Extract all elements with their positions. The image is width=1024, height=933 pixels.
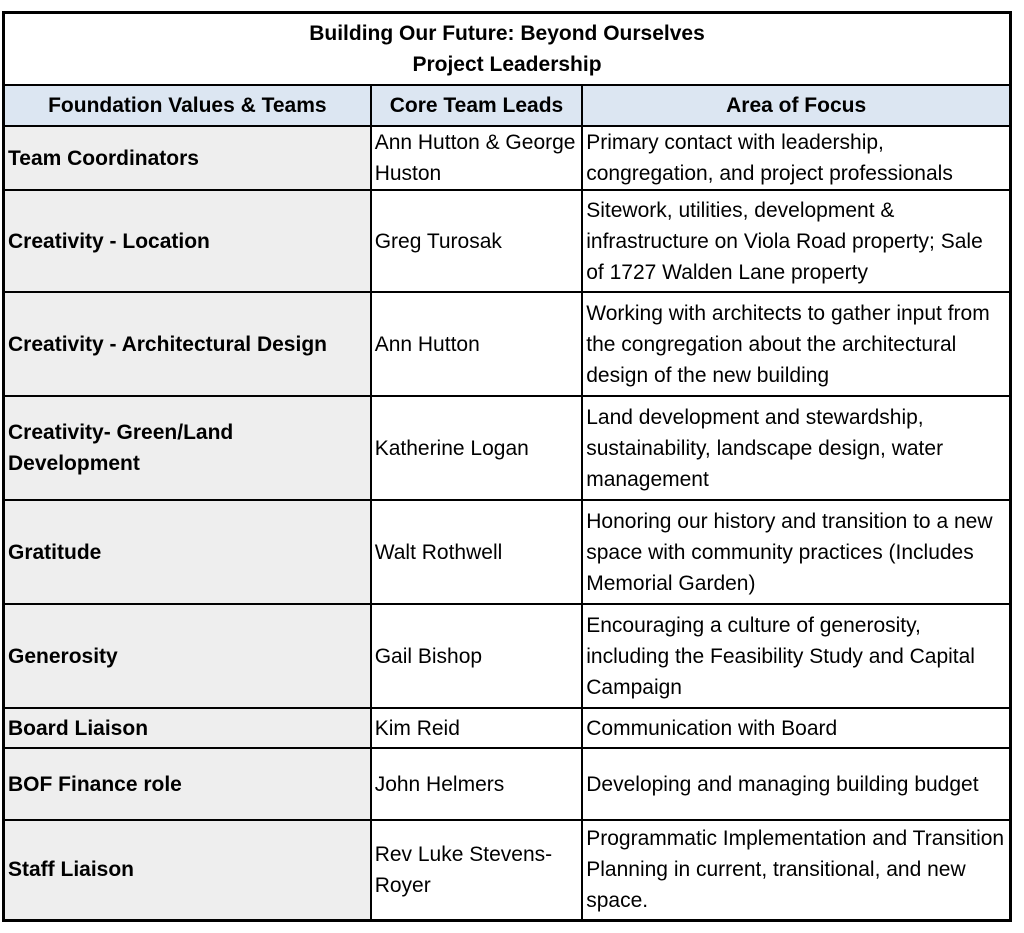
table-row (4, 292, 1011, 396)
focus-cell: Honoring our history and transition to a new space with community practices (Includes Memorial Garden) (582, 500, 1010, 604)
lead-cell: Ann Hutton & George Huston (371, 126, 583, 190)
title-row (4, 13, 1011, 86)
focus-cell: Programmatic Implementation and Transition Planning in current, transitional, and new space. (582, 820, 1010, 920)
lead-cell: Rev Luke Stevens-Royer (371, 820, 583, 920)
title-line-1: Building Our Future: Beyond Ourselves (309, 22, 705, 45)
lead-cell: Greg Turosak (371, 190, 583, 292)
table-row (4, 190, 1011, 292)
lead-cell: Ann Hutton (371, 292, 583, 396)
table-row (4, 396, 1011, 500)
focus-cell: Communication with Board (582, 708, 1010, 748)
lead-cell: John Helmers (371, 748, 583, 820)
lead-cell: Kim Reid (371, 708, 583, 748)
focus-cell: Primary contact with leadership, congregation, and project professionals (582, 126, 1010, 190)
team-cell: Creativity - Location (4, 190, 371, 292)
column-header-focus: Area of Focus (582, 85, 1010, 126)
table-row (4, 604, 1011, 708)
focus-cell: Land development and stewardship, sustainability, landscape design, water management (582, 396, 1010, 500)
focus-cell: Working with architects to gather input from the congregation about the architectural design of the new building (582, 292, 1010, 396)
focus-cell: Sitework, utilities, development & infrastructure on Viola Road property; Sale of 1727 Walden Lane property (582, 190, 1010, 292)
team-cell: BOF Finance role (4, 748, 371, 820)
lead-cell: Walt Rothwell (371, 500, 583, 604)
lead-cell: Katherine Logan (371, 396, 583, 500)
team-cell: Creativity - Architectural Design (4, 292, 371, 396)
table-row (4, 820, 1011, 920)
table-row (4, 500, 1011, 604)
team-cell: Creativity- Green/Land Development (4, 396, 371, 500)
leadership-table (2, 11, 1012, 922)
focus-cell: Encouraging a culture of generosity, including the Feasibility Study and Capital Campaign (582, 604, 1010, 708)
focus-cell: Developing and managing building budget (582, 748, 1010, 820)
team-cell: Board Liaison (4, 708, 371, 748)
table-row (4, 126, 1011, 190)
column-header-row (4, 85, 1011, 126)
column-header-lead: Core Team Leads (371, 85, 583, 126)
team-cell: Staff Liaison (4, 820, 371, 920)
team-cell: Generosity (4, 604, 371, 708)
team-cell: Team Coordinators (4, 126, 371, 190)
title-line-2: Project Leadership (412, 53, 602, 76)
column-header-team: Foundation Values & Teams (4, 85, 371, 126)
table-row (4, 748, 1011, 820)
lead-cell: Gail Bishop (371, 604, 583, 708)
team-cell: Gratitude (4, 500, 371, 604)
table-row (4, 708, 1011, 748)
table-title (4, 13, 1011, 86)
